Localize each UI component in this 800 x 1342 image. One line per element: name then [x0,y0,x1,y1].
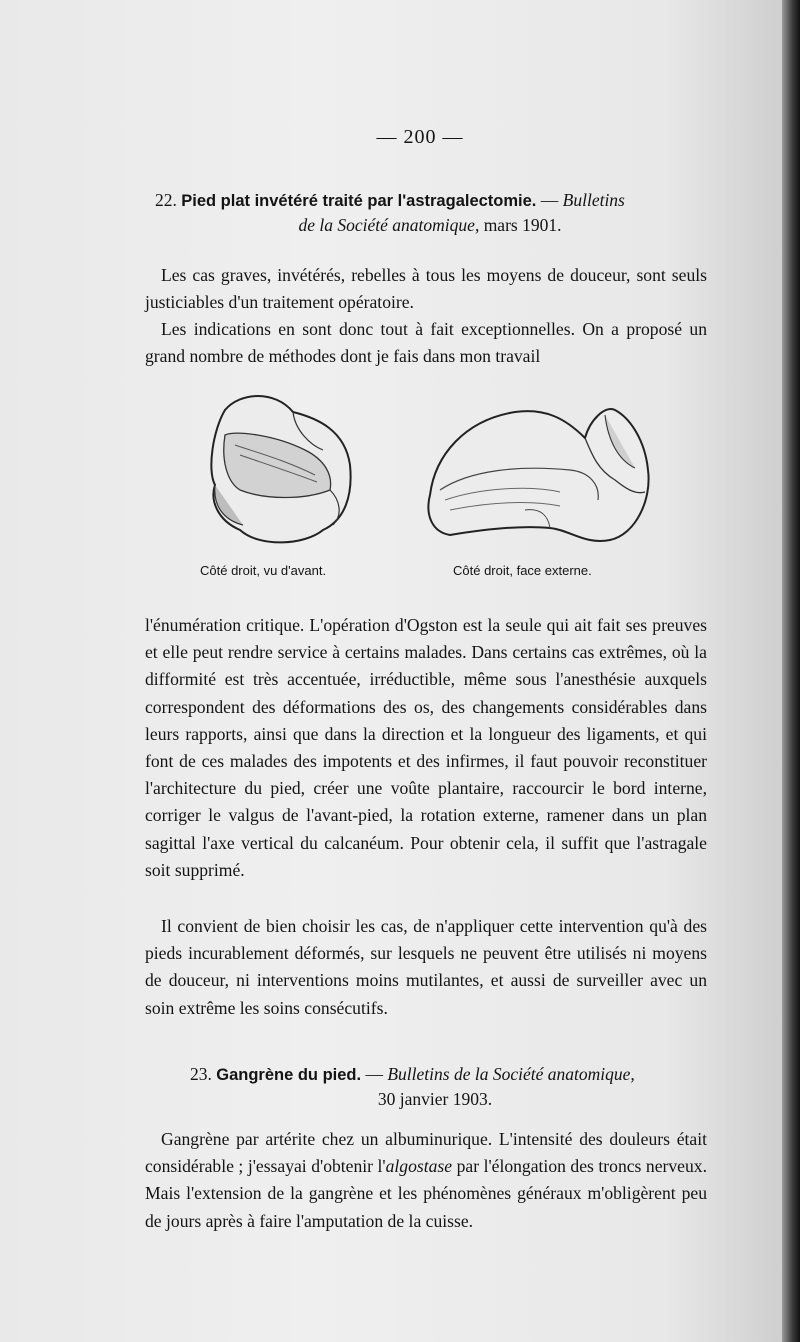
paragraph-1: Les cas graves, invétérés, rebelles à tous les moyens de douceur, sont seuls justiciables d'un traitement opératoire. [145,265,707,313]
section-22-date: , mars 1901. [474,215,562,235]
talus-side-view-illustration [420,400,655,550]
paragraph-5 [145,1126,707,1235]
section-23-date: 30 janvier 1903. [377,1089,493,1109]
section-22-title: Pied plat invétéré traité par l'astragalectomie. [181,192,537,210]
paragraph-4: Il convient de bien choisir les cas, de n'appliquer cette intervention qu'à des pieds incurablement déformés, sur lesquels ne peuvent être utilisés ni moyens de douceur, ni interventions moins mutilantes, et aussi de surveiller avec un soin extrême les soins consécutifs. [145,916,707,1018]
section-23-heading [190,1062,710,1111]
section-22-source-journal: de la Société anatomique [298,215,475,235]
section-22-dash: — [540,190,559,210]
section-23-title: Gangrène du pied. [216,1066,362,1084]
paragraph-5-text-b: par l'élongation des troncs nerveux. Mais l'extension de la gangrène et les phénomènes généraux m'obligèrent peu de jours après à faire l'amputation de la cuisse. [145,1156,707,1231]
page-edge-shadow [782,0,800,1342]
section-22-source: Bulletins [562,190,625,210]
section-23-source: Bulletins de la Société anatomique, [387,1064,635,1084]
section-23-number: 23. [190,1064,212,1084]
paragraph-5-italic-term: algostase [385,1156,453,1177]
figure-right-caption: Côté droit, face externe. [453,563,592,578]
paragraph-5-text-a: Gangrène par artérite chez un albuminurique. L'intensité des douleurs était considérable ; j'essayai d'obtenir l' [145,1129,707,1177]
figure-left-caption: Côté droit, vu d'avant. [200,563,327,578]
section-23-dash: — [365,1064,383,1084]
section-22-number: 22. [155,190,177,210]
paragraph-3: l'énumération critique. L'opération d'Ogston est la seule qui ait fait ses preuves et elle peut rendre service à certains malades. Dans certains cas extrêmes, où la difformité est très accentuée, irréductible, même sous l'anesthésie auxquels correspondent des déformations des os, des changements considérables dans leurs rapports, ainsi que dans la direction et la longueur des ligaments, et qui font de ces malades des impotents et des infirmes, il faut pouvoir reconstituer l'architecture du pied, créer une voûte plantaire, raccourcir le bord interne, corriger le valgus de l'avant-pied, la rotation externe, ramener dans un plan sagittal l'axe vertical du calcanéum. Pour obtenir cela, il suffit que l'astragale soit supprimé. [145,615,707,880]
section-22-source-line [155,213,705,237]
talus-front-view-illustration [205,390,355,550]
paragraph-2: Les indications en sont donc tout à fait exceptionnelles. On a proposé un grand nombre de méthodes dont je fais dans mon travail [145,319,707,367]
page-number: — 200 — [376,126,464,148]
section-22-heading [155,188,705,237]
